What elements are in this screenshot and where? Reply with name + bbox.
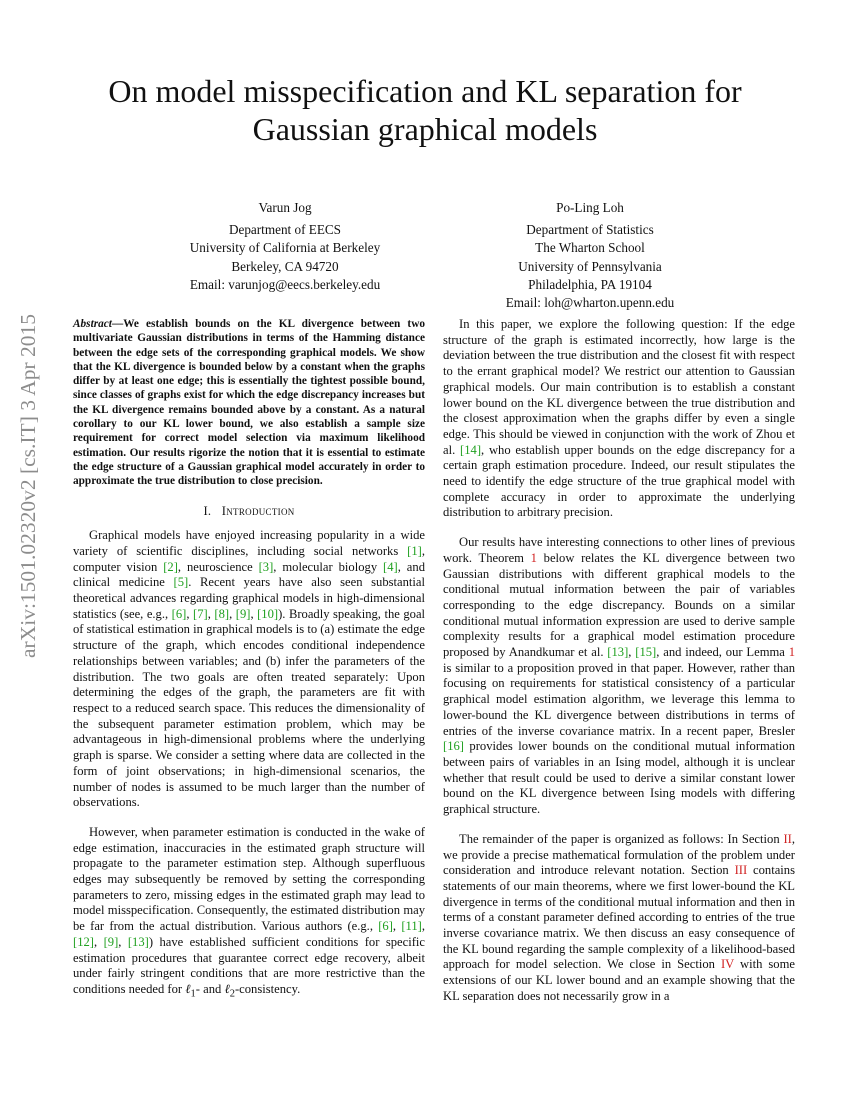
citation-link[interactable]: [16] [443,739,464,754]
author-name: Varun Jog [258,200,312,215]
subscript: 2 [229,988,235,1000]
lemma-ref-link[interactable]: 1 [788,645,795,660]
citation-link[interactable]: [10] [257,606,279,621]
author-affiliation: Department of Statistics [526,222,654,238]
intro-paragraph-2: However, when parameter estimation is conducted in the wake of edge estimation, inaccuracies in the estimated graph structure will propagate to the parameter estimation step. Although superfluous edges may subsequently be removed by setting the corresponding parameters to zero, missing edges in the estimated graph may lead to model misspecification. Consequently, the estimated distribution may be far from the actual distribution. Various authors (e.g., [6], [11], [12], [9], [13]) have established sufficient conditions for specific estimation procedures that guarantee correct edge recovery, albeit under fairly stringent conditions that are more restrictive than the conditions needed for ℓ$_1$- and ℓ$_2$-consistency. [73,824,426,1000]
abstract-dash: — [111,318,124,330]
section-ref-link[interactable]: IV [720,957,734,972]
ell-symbol: ℓ [224,981,230,996]
section-heading-introduction [73,504,425,520]
citation-link[interactable]: [15] [635,645,657,660]
ell-symbol: ℓ [185,981,191,996]
paper-title [60,72,790,148]
author-email: Email: varunjog@eecs.berkeley.edu [189,276,381,292]
citation-link[interactable]: [3] [258,559,274,574]
citation-link[interactable]: [13] [127,934,149,949]
citation-link[interactable]: [8] [214,606,230,621]
arxiv-stamp [6,310,46,660]
left-column [73,317,425,1016]
citation-link[interactable]: [11] [401,919,422,934]
section-ref-link[interactable]: III [734,863,748,878]
author-block-2 [435,199,745,312]
author-affiliation: University of Pennsylvania [518,258,662,274]
author-address: Berkeley, CA 94720 [231,258,339,274]
section-title: Introduction [221,503,295,518]
citation-link[interactable]: [2] [163,559,178,574]
citation-link[interactable]: [14] [460,442,482,457]
author-affiliation: The Wharton School [535,240,645,256]
abstract-text: We establish bounds on the KL divergence between two multivariate Gaussian distributions in terms of the Hamming distance between the edge sets of the corresponding graphical models. We show that the KL divergence is bounded below by a constant when the graphs differ by at least one edge; this is essentially the tightest possible bound, since classes of graphs exist for which the edge discrepancy increases but the KL divergence remains bounded above by a constant. As a natural corollary to our KL lower bound, we also establish a sample size requirement for correct model selection via maximum likelihood estimation. Our results rigorize the notion that it is essential to estimate the edge structure of a Gaussian graphical model accurately in order to approximate the true distribution to close precision. [73,318,425,488]
citation-link[interactable]: [6] [171,606,187,621]
author-affiliation: University of California at Berkeley [189,240,381,256]
author-email: Email: loh@wharton.upenn.edu [505,295,675,311]
citation-link[interactable]: [7] [193,606,208,621]
intro-paragraph-3: In this paper, we explore the following question: If the edge structure of the graph is estimated incorrectly, how large is the deviation between the true distribution and the closest fit with respect to the errant graphical model? We restrict our attention to Gaussian graphical models. Our main contribution is to establish a constant lower bound on the KL divergence between the true distribution and the closest approximation when the graphs differ by even a single edge. This should be viewed in conjunction with the work of Zhou et al. [14], who establish upper bounds on the edge discrepancy for a certain graph estimation procedure. Indeed, our result stipulates the need to identify the edge structure of the true graphical model with complete accuracy in order to approximate the underlying distribution to arbitrary precision. [443,317,795,520]
author-affiliation: Department of EECS [228,222,342,238]
abstract-label: Abstract [73,318,112,330]
citation-link[interactable]: [9] [103,934,119,949]
theorem-ref-link[interactable]: 1 [530,550,537,565]
intro-paragraph-4: Our results have interesting connections to other lines of previous work. Theorem 1 below relates the KL divergence between two Gaussian distributions with different graphical models to the conditional mutual information between the pair of variables corresponding to the edge discrepancy. Bounds on a similar conditional mutual information expression are used to derive sample complexity results for a graphical model estimation procedure proposed by Anandkumar et al. [13], [15], and indeed, our Lemma 1 is similar to a proposition proved in that paper. However, rather than focusing on requirements for statistical consistency of a particular graphical model estimation algorithm, we leverage this lemma to lower-bound the KL divergence between distributions in terms of entries of the inverse covariance matrix. In a recent paper, Bresler [16] provides lower bounds on the conditional mutual information between pairs of variables in an Ising model, although it is unclear whether that result could be used to derive a similar constant lower bound on the KL divergence between Ising models with differing graphical structure. [443,535,795,817]
author-name: Po-Ling Loh [556,200,624,215]
subscript: 1 [190,988,196,1000]
author-address: Philadelphia, PA 19104 [528,276,652,292]
citation-link[interactable]: [6] [378,919,393,934]
citation-link[interactable]: [9] [235,606,251,621]
citation-link[interactable]: [13] [607,645,629,660]
citation-link[interactable]: [5] [173,575,189,590]
citation-link[interactable]: [12] [73,934,94,949]
section-ref-link[interactable]: II [783,831,792,846]
arxiv-stamp-text: arXiv:1501.02320v2 [cs.IT] 3 Apr 2015 [16,322,40,658]
abstract [73,317,425,489]
title-line-2: Gaussian graphical models [252,111,598,147]
citation-link[interactable]: [1] [407,543,422,558]
intro-paragraph-1: Graphical models have enjoyed increasing popularity in a wide variety of scientific disciplines, including social networks [1], computer vision [2], neuroscience [3], molecular biology [4], and clinical medicine [5]. Recent years have also seen substantial theoretical advances regarding graphical models in high-dimensional statistics (see, e.g., [6], [7], [8], [9], [10]). Broadly speaking, the goal of statistical estimation in graphical models is to (a) estimate the edge structure of the graph, which encodes conditional independence relationships between variables; and (b) infer the parameters of the distribution. The two goals are often treated separately: Upon determining the edges of the graph, the parameters are fit with respect to a reduced search space. This reduces the dimensionality of the subsequent parameter estimation problem, which may be advantageous in high-dimensional problems where the underlying graph is sparse. We consider a setting where data are collected in the form of joint observations; in high-dimensional scenarios, the number of nodes is assumed to be much larger than the number of observations. [73,528,426,810]
intro-paragraph-5: The remainder of the paper is organized as follows: In Section II, we provide a precise mathematical formulation of the problem under consideration and introduce relevant notation. Section III contains statements of our main theorems, where we first lower-bound the KL divergence in terms of the conditional mutual information and then in terms of a constant parameter defined according to entries of the true inverse covariance matrix. We then discuss an easy consequence of the KL bound regarding the sample complexity of a likelihood-based approach for model selection. We close in Section IV with some extensions of our KL lower bound and an example showing that the KL separation does not necessarily grow in a [443,831,795,1003]
citation-link[interactable]: [4] [383,559,398,574]
author-block-1 [130,199,440,294]
section-numeral: I. [203,503,212,518]
right-column [443,317,795,1019]
title-line-1: On model misspecification and KL separation for [108,73,742,109]
